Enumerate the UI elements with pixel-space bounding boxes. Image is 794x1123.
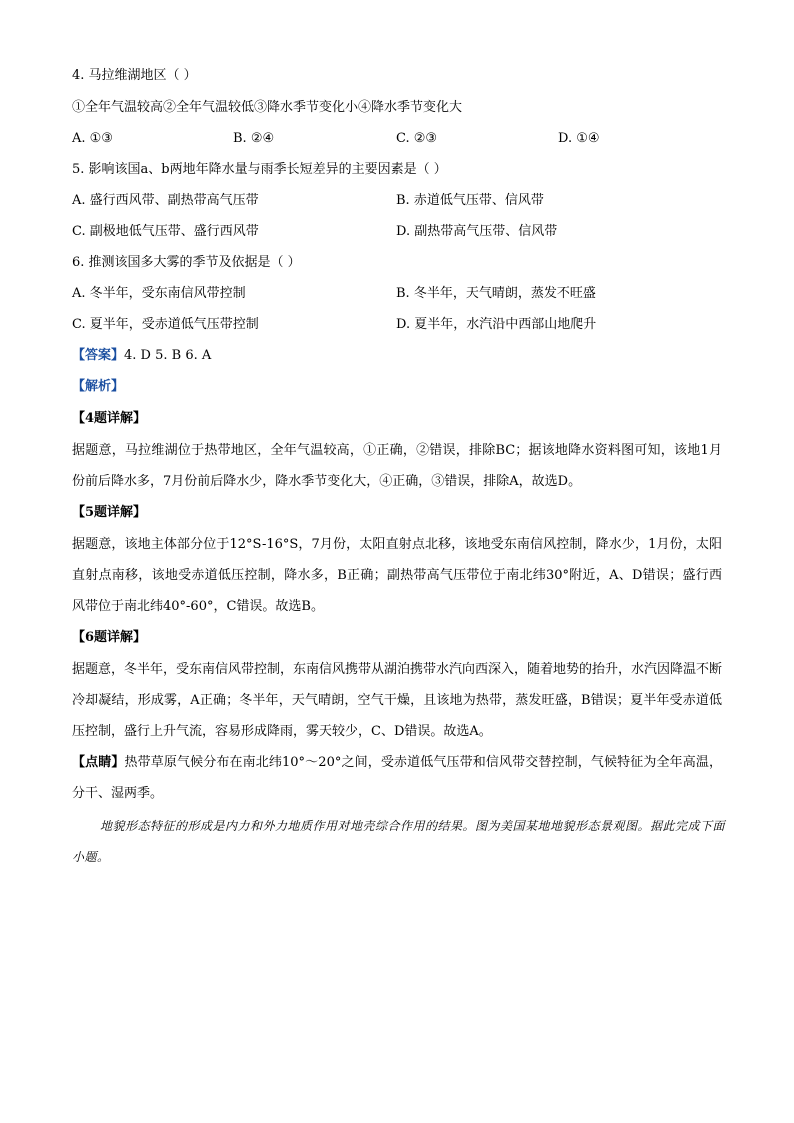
detail-6-label: 【6题详解】 [72, 630, 147, 645]
detail-4-text: 据题意，马拉维湖位于热带地区，全年气温较高，①正确，②错误，排除BC；据该地降水资料图可知，该地1月份前后降水多，7月份前后降水少，降水季节变化大，④正确，③错误，排除A，故选D。 [72, 443, 722, 489]
answer-values: 4. D 5. B 6. A [124, 348, 212, 363]
detail-4-heading [72, 409, 146, 429]
note-text: 热带草原气候分布在南北纬10°～20°之间，受赤道低气压带和信风带交替控制，气候特征为全年高温，分干、湿两季。 [72, 755, 722, 801]
question-5-option-a: A. 盛行西风带、副热带高气压带 [72, 193, 259, 208]
question-5-option-b: B. 赤道低气压带、信风带 [396, 193, 544, 208]
question-6-option-a: A. 冬半年，受东南信风带控制 [72, 286, 246, 301]
question-4-option-c: C. ②③ [396, 131, 438, 146]
detail-5-text: 据题意，该地主体部分位于12°S-16°S，7月份，太阳直射点北移，该地受东南信风控制，降水少，1月份，太阳直射点南移，该地受赤道低压控制，降水多，B正确；副热带高气压带位于南北纬30°附近，A、D错误；盛行西风带位于南北纬40°-60°，C错误。故选B。 [72, 537, 722, 614]
detail-6-heading [72, 628, 146, 648]
question-5-stem: 5. 影响该国a、b两地年降水量与雨季长短差异的主要因素是（ ） [72, 162, 447, 177]
detail-4-label: 【4题详解】 [72, 411, 147, 426]
question-4-option-a: A. ①③ [72, 131, 113, 146]
detail-5-label: 【5题详解】 [72, 505, 147, 520]
question-6-stem: 6. 推测该国多大雾的季节及依据是（ ） [72, 255, 301, 270]
question-4-stem: 4. 马拉维湖地区（ ） [72, 68, 197, 83]
question-5-option-c: C. 副极地低气压带、盛行西风带 [72, 224, 259, 239]
answer-line [72, 346, 211, 366]
note-paragraph [72, 747, 722, 809]
question-6-option-b: B. 冬半年，天气晴朗，蒸发不旺盛 [396, 286, 596, 301]
analysis-label: 【解析】 [72, 379, 125, 394]
answer-label: 【答案】 [72, 348, 125, 363]
detail-6-text: 据题意，冬半年，受东南信风带控制，东南信风携带从湖泊携带水汽向西深入，随着地势的抬升，水汽因降温不断冷却凝结，形成雾，A正确；冬半年，天气晴朗，空气干燥，且该地为热带，蒸发旺盛，B错误；夏半年受赤道低压控制，盛行上升气流，容易形成降雨，雾天较少，C、D错误。故选A。 [72, 662, 723, 739]
note-label: 【点睛】 [72, 755, 125, 770]
question-4-statements: ①全年气温较高②全年气温较低③降水季节变化小④降水季节变化大 [72, 100, 463, 115]
question-4-option-d: D. ①④ [558, 131, 600, 146]
detail-5-heading [72, 503, 146, 523]
question-5-option-d: D. 副热带高气压带、信风带 [396, 224, 558, 239]
question-6-option-c: C. 夏半年，受赤道低气压带控制 [72, 317, 259, 332]
question-6-option-d: D. 夏半年，水汽沿中西部山地爬升 [396, 317, 597, 332]
analysis-heading [72, 377, 124, 397]
next-group-intro: 地貌形态特征的形成是内力和外力地质作用对地壳综合作用的结果。图为美国某地地貌形态景观图。据此完成下面小题。 [72, 819, 726, 864]
question-4-option-b: B. ②④ [233, 131, 275, 146]
